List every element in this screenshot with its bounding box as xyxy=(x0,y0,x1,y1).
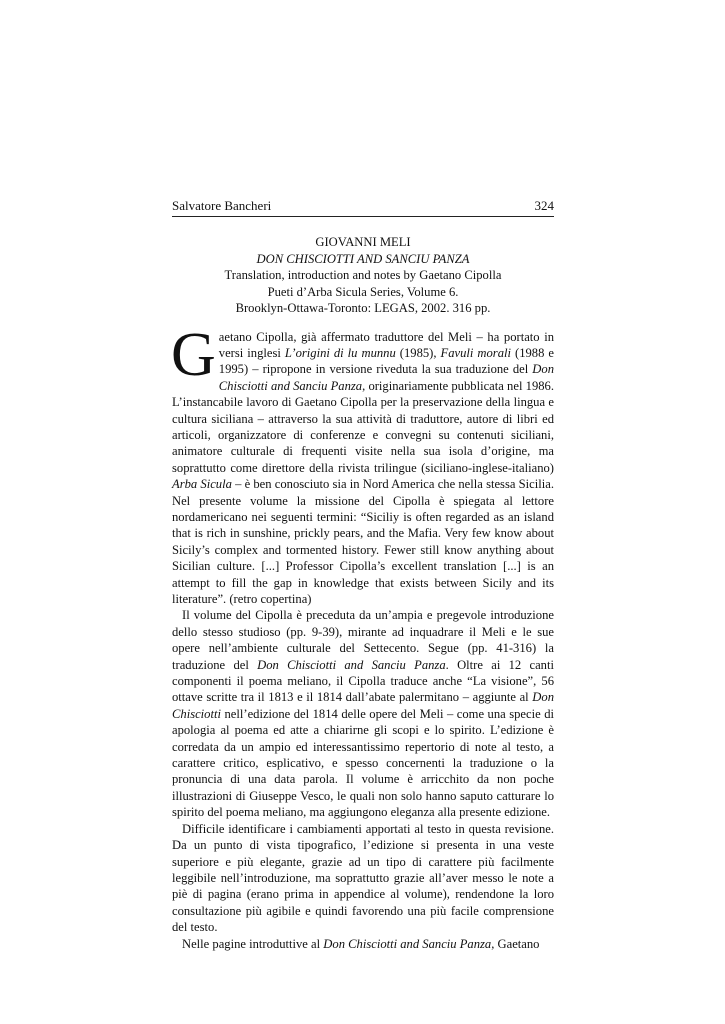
p2-italic-1: Don Chisciotti and Sanciu Panza xyxy=(257,657,446,672)
p1-italic-3: Don Chisciotti and Sanciu Panza xyxy=(218,362,554,393)
reviewed-author: GIOVANNI MELI xyxy=(315,235,411,249)
review-body xyxy=(171,320,554,952)
review-heading xyxy=(172,234,554,317)
drop-cap: G xyxy=(171,320,216,389)
p1-text-2: (1985), xyxy=(395,345,441,360)
p1-text-4: , originariamente pubblicata nel 1986. L’instancabile lavoro di Gaetano Cipolla per la preservazione della lingua e cultura siciliana – attraverso la sua attività di traduttore, autore di libri ed articoli, organizzatore di conferenze e convegni su contenuti siciliani, animatore culturale di frequenti visite nella sua isola d’origine, ma soprattutto come direttore della rivista trilingue (siciliano-inglese-italiano) xyxy=(172,378,554,475)
p2-text-2: . Oltre ai 12 canti componenti il poema meliano, il Cipolla traduce anche “La visione”, 56 ottave scritte tra il 1813 e il 1814 dall’abate palermitano – aggiunte al xyxy=(172,657,554,705)
paragraph-1 xyxy=(171,320,554,608)
header-page-number: 324 xyxy=(534,198,554,213)
p2-text-3: nell’edizione del 1814 delle opere del Meli – come una specie di apologia al poema ed atte a chiarirne gli scopi e lo spirito. L’edizione è corredata da un ampio ed interessantissimo repertorio di note al testo, a carattere critico, esplicativo, e spesso concernenti la traduzione o la pronuncia di una data parola. Il volume è arricchito da non poche illustrazioni di Giuseppe Vesco, le quali non solo hanno saputo catturare lo spirito del poema meliano, ma aggiungono eleganza alla presente edizione. xyxy=(172,706,554,820)
p2-italic-2: Don Chisciotti xyxy=(172,690,554,721)
p1-text-1: aetano Cipolla, già affermato traduttore del Meli – ha portato in versi inglesi xyxy=(218,329,554,360)
paragraph-3 xyxy=(172,821,554,936)
reviewed-title: DON CHISCIOTTI AND SANCIU PANZA xyxy=(256,251,470,266)
p1-italic-4: Arba Sicula xyxy=(172,477,232,492)
p3-text-1: Difficile identificare i cambiamenti apportati al testo in questa revisione. Da un punto di vista tipografico, l’edizione si presenta in una veste superiore e più elegante, grazie ad un tipo di carattere più facilmente leggibile nell’introduzione, ma soprattutto grazie all’aver messo le note a piè di pagina (erano prima in appendice al volume), rendendone la loro consultazione più agibile e quindi favorendo una più facile comprensione del testo. xyxy=(172,821,554,935)
p4-italic-1: Don Chisciotti and Sanciu Panza xyxy=(323,936,492,951)
review-page xyxy=(172,198,554,952)
p1-italic-2: Favuli morali xyxy=(440,345,511,360)
running-header xyxy=(172,198,554,217)
p4-text-1: Nelle pagine introduttive al xyxy=(182,936,324,951)
reviewed-publication: Brooklyn-Ottawa-Toronto: LEGAS, 2002. 316 pp. xyxy=(235,301,491,315)
p1-text-5: – è ben conosciuto sia in Nord America che nella stessa Sicilia. Nel presente volume la missione del Cipolla è spiegata al lettore nordamericano nei seguenti termini: “Siciliy is often regarded as an island that is rich in sunshine, prickly pears, and the Mafia. Very few know about Sicily’s complex and tormented history. Fewer still know anything about Sicilian culture. [...] Professor Cipolla’s excellent translation [...] is an attempt to fill the gap in knowledge that exists between Sicily and its literature”. (retro copertina) xyxy=(172,477,554,606)
paragraph-4 xyxy=(172,936,554,952)
reviewed-series: Pueti d’Arba Sicula Series, Volume 6. xyxy=(267,284,459,299)
p1-text-3: (1988 e 1995) – ripropone in versione riveduta la sua traduzione del xyxy=(218,345,554,377)
p1-italic-1: L’origini di lu munnu xyxy=(284,345,396,360)
header-author: Salvatore Bancheri xyxy=(172,198,272,213)
reviewed-credits: Translation, introduction and notes by Gaetano Cipolla xyxy=(224,268,502,282)
paragraph-2 xyxy=(172,607,554,820)
p2-text-1: Il volume del Cipolla è preceduta da un’ampia e pregevole introduzione dello stesso studioso (pp. 9-39), mirante ad inquadrare il Meli e le sue opere nell’ambiente culturale del Settecento. Segue (pp. 41-316) la traduzione del xyxy=(172,608,554,672)
p4-text-2: , Gaetano xyxy=(491,936,540,951)
